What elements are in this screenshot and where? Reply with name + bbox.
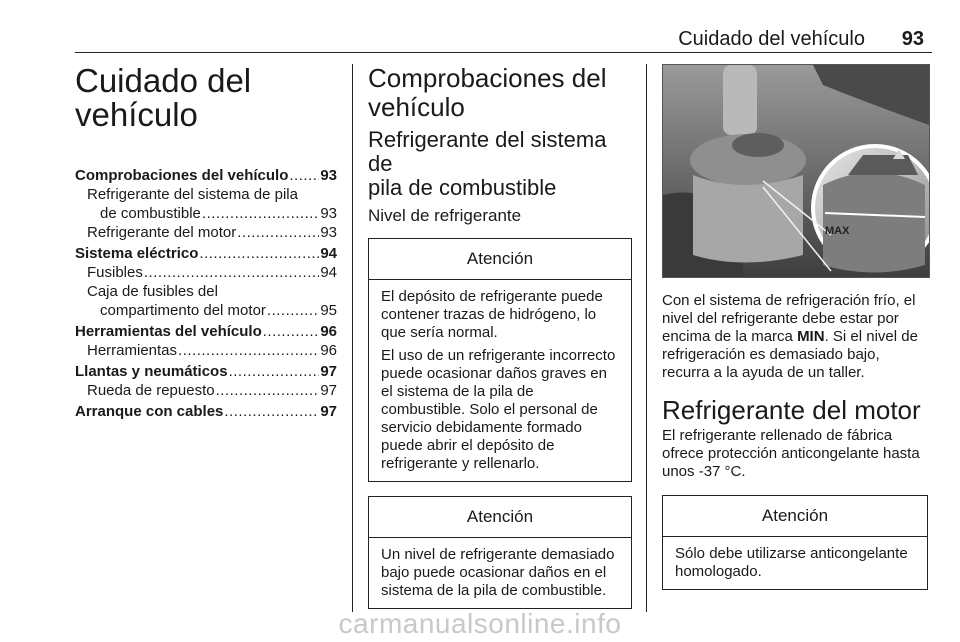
column-divider [646,64,647,612]
warning-heading: Atención [663,496,927,537]
toc-leader-dots [202,204,319,223]
toc-page-number: 93 [320,167,337,184]
toc-entry-label: Fusibles [87,264,143,281]
warning-text: El depósito de refrigerante puede contener trazas de hidrógeno, lo que sería normal. [381,288,603,341]
toc-entry-label: Comprobaciones del vehículo [75,167,289,184]
toc-entry-label: Herramientas del vehículo [75,323,262,340]
coolant-reservoir-photo [662,64,930,278]
toc-page-number: 95 [320,302,337,319]
column-engine-coolant [662,64,928,604]
toc-leader-dots [216,381,320,400]
page-number: 93 [901,28,924,50]
table-of-contents [75,166,337,421]
warning-text: El uso de un refrigerante incorrecto puede ocasionar daños graves en el sistema de la pila de combustible. Solo el personal de servicio debidamente formado puede abrir el depósito de refrigerante y rellenarlo. [381,347,616,472]
toc-chapter-entry[interactable] [75,362,337,381]
toc-page-number: 97 [320,382,337,399]
section-title: Comprobaciones del vehículo [368,63,607,122]
toc-entry[interactable] [75,204,337,223]
header-rule [75,52,932,53]
toc-entry-label: compartimento del motor [100,302,266,319]
toc-leader-dots [224,402,319,421]
toc-entry[interactable] [75,301,337,320]
warning-text: Un nivel de refrigerante demasiado bajo puede ocasionar daños en el sistema de la pila de combustible. [381,546,615,599]
engine-bay-illustration [663,65,929,277]
toc-leader-dots [267,301,319,320]
toc-leader-dots [144,263,319,282]
toc-leader-dots [237,223,319,242]
toc-entry-label: Arranque con cables [75,403,224,420]
toc-entry-label: de combustible [100,205,201,222]
warning-heading: Atención [369,239,631,280]
subsection-title: Refrigerante del sistema de pila de combustible [368,127,607,200]
max-mark-label: MAX [825,225,850,237]
warning-heading: Atención [369,497,631,538]
toc-entry-label: Herramientas [87,342,178,359]
toc-entry[interactable] [75,381,337,400]
column-divider [352,64,353,612]
warning-box [662,495,928,590]
warning-text: Sólo debe utilizarse anticongelante homologado. [675,545,908,580]
column-toc [75,60,337,421]
toc-chapter-entry[interactable] [75,166,337,185]
engine-coolant-text: El refrigerante rellenado de fábrica ofrece protección anticongelante hasta unos -37 °C. [662,427,920,480]
watermark: carmanualsonline.info [338,608,622,639]
warning-box [368,238,632,482]
coolant-level-heading: Nivel de refrigerante [368,206,522,225]
toc-entry[interactable] [75,223,337,242]
toc-leader-dots [289,166,319,185]
toc-page-number: 93 [320,205,337,222]
min-mark: MIN [797,328,825,345]
toc-page-number: 94 [320,264,337,281]
toc-entry-label: Refrigerante del motor [87,224,237,241]
toc-entry-label: Llantas y neumáticos [75,363,228,380]
toc-leader-dots [178,341,319,360]
toc-entry[interactable] [75,282,337,301]
engine-coolant-title: Refrigerante del motor [662,395,921,425]
toc-entry[interactable] [75,263,337,282]
toc-entry-label: Rueda de repuesto [87,382,215,399]
toc-page-number: 97 [320,363,337,380]
toc-leader-dots [199,244,319,263]
toc-page-number: 97 [320,403,337,420]
warning-box [368,496,632,609]
toc-entry-label: Sistema eléctrico [75,245,199,262]
toc-entry[interactable] [75,185,337,204]
toc-entry[interactable] [75,341,337,360]
toc-entry-label: Refrigerante del sistema de pila [87,186,298,203]
toc-page-number: 96 [320,342,337,359]
toc-entry-label: Caja de fusibles del [87,283,218,300]
coolant-level-paragraph: Con el sistema de refrigeración frío, el nivel del refrigerante debe estar por encima de la marca MIN. Si el nivel de refrigeración es demasiado bajo, recurra a la ayuda de un taller. [662,292,918,381]
running-title: Cuidado del vehículo [678,28,865,50]
column-fuel-cell-coolant [368,60,632,623]
toc-leader-dots [229,362,320,381]
toc-chapter-entry[interactable] [75,322,337,341]
chapter-title: Cuidado del vehículo [75,62,252,133]
toc-chapter-entry[interactable] [75,402,337,421]
toc-page-number: 96 [320,323,337,340]
toc-page-number: 94 [320,245,337,262]
toc-page-number: 93 [320,224,337,241]
toc-chapter-entry[interactable] [75,244,337,263]
toc-leader-dots [263,322,320,341]
